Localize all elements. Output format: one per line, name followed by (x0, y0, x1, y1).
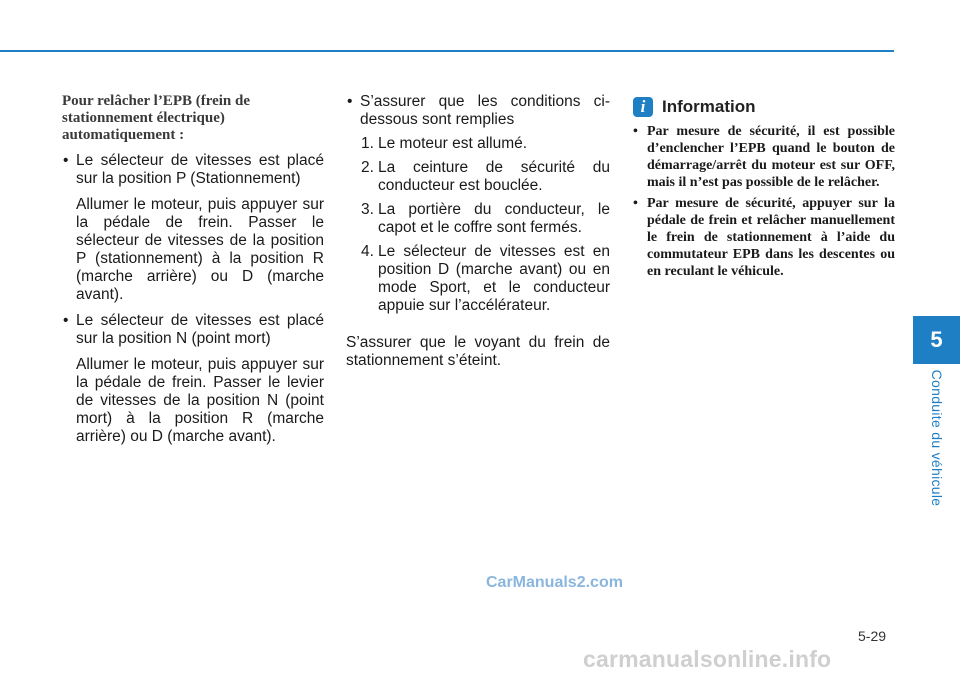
page-number: 5-29 (858, 628, 887, 644)
condition-item: 3. La portière du conducteur, le capot et le coffre sont fermés. (361, 201, 610, 236)
column-left (62, 93, 324, 446)
information-header (633, 97, 895, 117)
list-item: • S’assurer que les conditions ci-dessous sont remplies (347, 93, 610, 128)
condition-item: 1. Le moteur est allumé. (361, 135, 528, 152)
closing-paragraph: S’assurer que le voyant du frein de stationnement s’éteint. (346, 334, 610, 369)
bullet-text: Le sélecteur de vitesses est placé sur la position P (Stationnement) (76, 152, 324, 187)
list-item: • Le sélecteur de vitesses est placé sur la position P (Stationnement) (63, 152, 324, 187)
paragraph: Allumer le moteur, puis appuyer sur la pédale de frein. Passer le sélecteur de vitesses de la position P (stationnement) à la position R (marche arrière) ou D (marche avant). (76, 196, 324, 303)
info-list-item: • Par mesure de sécurité, appuyer sur la pédale de frein et relâcher manuellement le frein de stationnement à l’aide du commutateur EPB dans les descentes ou en reculant le véhicule. (633, 196, 895, 279)
bullet-text: Le sélecteur de vitesses est placé sur la position N (point mort) (76, 312, 324, 347)
information-title: Information (662, 97, 756, 116)
watermark-link[interactable]: CarManuals2.com (486, 574, 623, 591)
chapter-number-tab (913, 316, 960, 364)
list-item: • Le sélecteur de vitesses est placé sur la position N (point mort) (63, 312, 324, 347)
condition-item: 2. La ceinture de sécurité du conducteur est bouclée. (361, 159, 610, 194)
info-list-item: • Par mesure de sécurité, il est possible d’enclencher l’EPB quand le bouton de démarrage/arrêt du moteur est sur OFF, mais il n’est pas possible de le relâcher. (633, 124, 895, 190)
paragraph: Allumer le moteur, puis appuyer sur la pédale de frein. Passer le levier de vitesses de la position N (point mort) à la position R (marche arrière) ou D (marche avant). (76, 356, 324, 445)
chapter-title: Conduite du véhicule (929, 369, 945, 507)
info-icon: i (633, 97, 653, 117)
information-box (633, 93, 895, 280)
footer-watermark: carmanualsonline.info (583, 646, 832, 672)
condition-item: 4. Le sélecteur de vitesses est en position D (marche avant) ou en mode Sport, et le conducteur appuie sur l’accélérateur. (361, 243, 610, 314)
column-middle (346, 93, 610, 370)
bullet-text: S’assurer que les conditions ci-dessous sont remplies (360, 93, 610, 128)
header-rule (0, 50, 894, 52)
chapter-number: 5 (930, 327, 943, 352)
section-heading: Pour relâcher l’EPB (frein de stationnement électrique) automatiquement : (62, 93, 251, 143)
